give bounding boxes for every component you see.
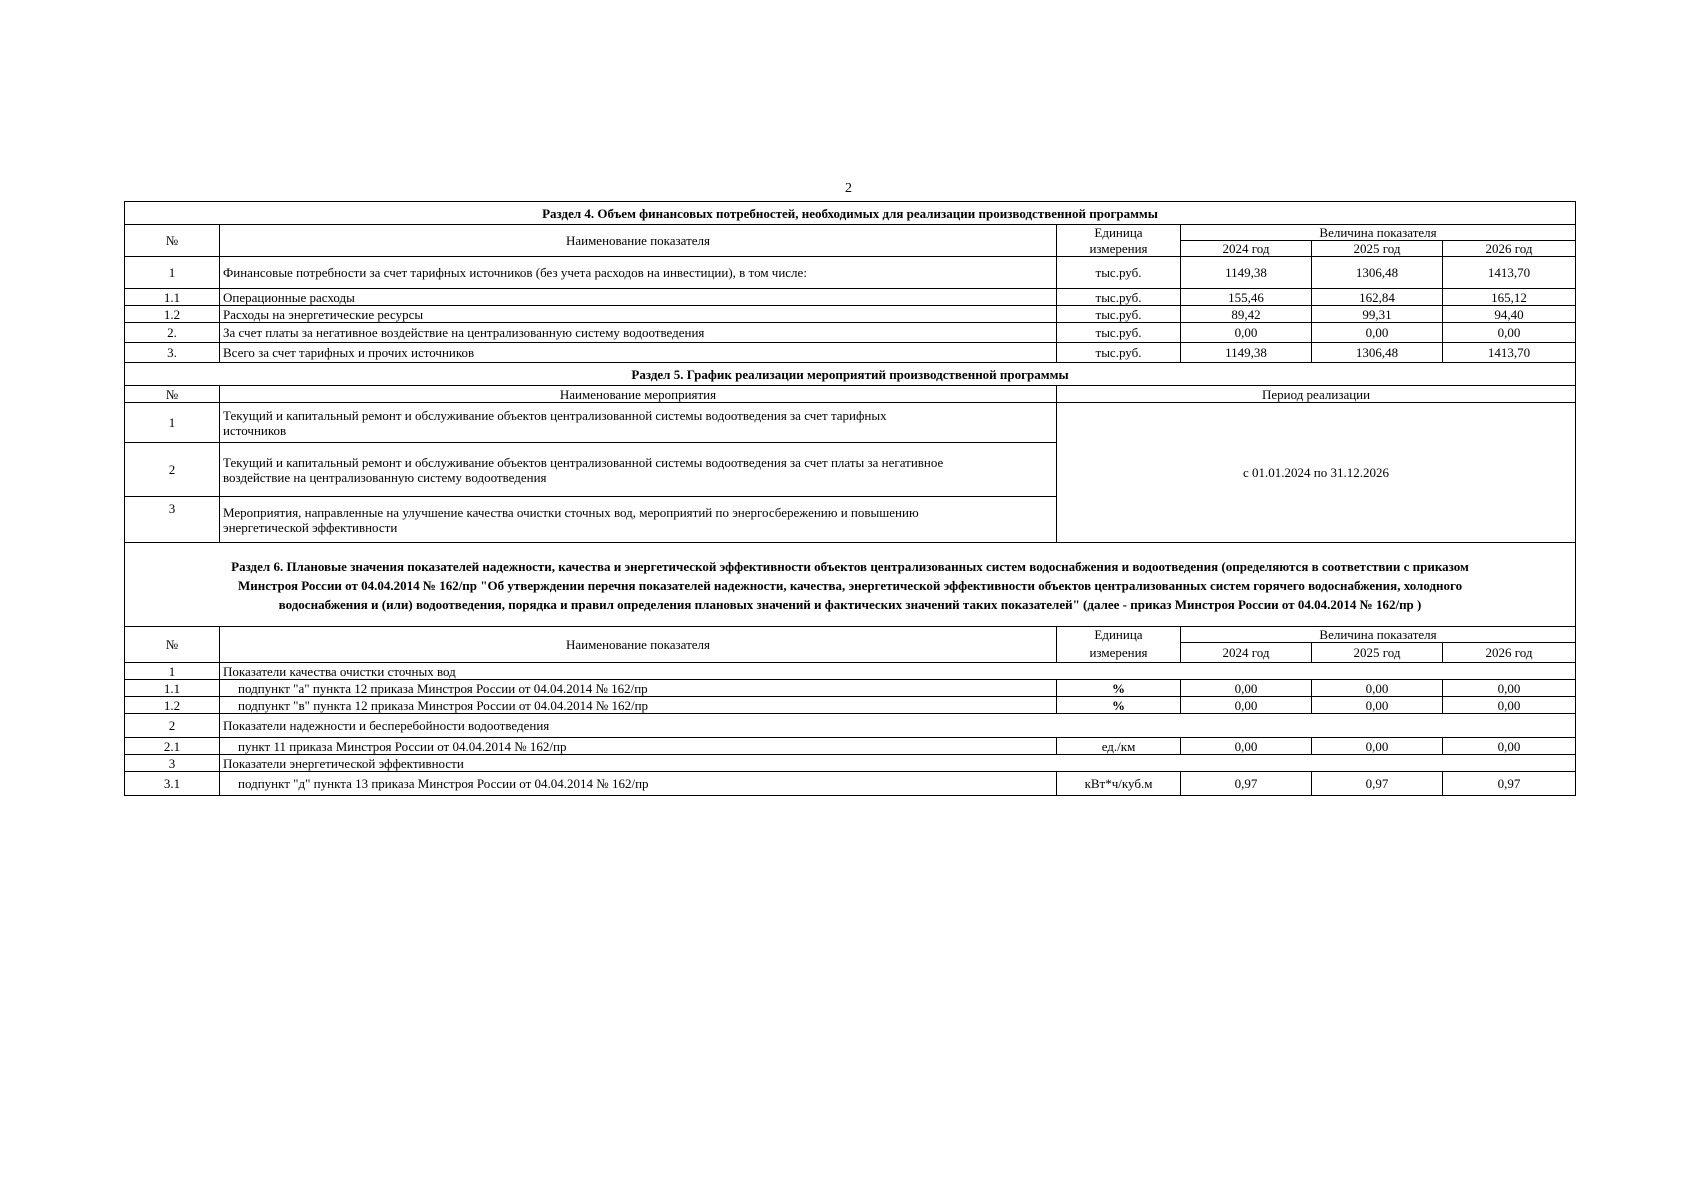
row-num: 1 xyxy=(125,403,220,443)
section6-title-row xyxy=(125,543,1576,627)
section4-header-row xyxy=(125,225,1576,241)
row-value-2024: 1149,38 xyxy=(1181,343,1312,363)
header-num: № xyxy=(125,627,220,663)
row-name: пункт 11 приказа Минстроя России от 04.04.2014 № 162/пр xyxy=(220,738,1057,755)
row-value-2024: 0,00 xyxy=(1181,697,1312,714)
header-value: Величина показателя xyxy=(1181,627,1576,643)
row-value-2026: 94,40 xyxy=(1443,306,1576,323)
row-value-2024: 1149,38 xyxy=(1181,257,1312,289)
group-num: 3 xyxy=(125,755,220,772)
row-activity xyxy=(220,403,1057,443)
row-num: 1.2 xyxy=(125,697,220,714)
row-value-2026: 0,00 xyxy=(1443,323,1576,343)
table-row xyxy=(125,680,1576,697)
row-activity-line1: Текущий и капитальный ремонт и обслуживание объектов централизованной системы водоотведения за счет тарифных xyxy=(223,407,887,423)
header-unit-line1: Единица xyxy=(1057,225,1181,241)
row-name: подпункт "д" пункта 13 приказа Минстроя России от 04.04.2014 № 162/пр xyxy=(220,772,1057,796)
header-unit-line1: Единица xyxy=(1057,627,1181,643)
table-row xyxy=(125,738,1576,755)
header-year-2026: 2026 год xyxy=(1443,241,1576,257)
row-name: Финансовые потребности за счет тарифных источников (без учета расходов на инвестиции), в том числе: xyxy=(220,257,1057,289)
table-row xyxy=(125,343,1576,363)
row-value-2024: 0,00 xyxy=(1181,738,1312,755)
row-num: 1.1 xyxy=(125,680,220,697)
row-unit: кВт*ч/куб.м xyxy=(1057,772,1181,796)
row-name: подпункт "в" пункта 12 приказа Минстроя России от 04.04.2014 № 162/пр xyxy=(220,697,1057,714)
header-activity-name: Наименование мероприятия xyxy=(220,386,1057,403)
header-name: Наименование показателя xyxy=(220,225,1057,257)
row-activity xyxy=(220,497,1057,543)
section4-title: Раздел 4. Объем финансовых потребностей, необходимых для реализации производственной программы xyxy=(125,202,1576,225)
row-value-2025: 99,31 xyxy=(1312,306,1443,323)
header-year-2025: 2025 год xyxy=(1312,241,1443,257)
row-activity-line1: Текущий и капитальный ремонт и обслуживание объектов централизованной системы водоотведения за счет платы за негативное xyxy=(223,454,944,470)
row-value-2026: 0,00 xyxy=(1443,680,1576,697)
row-value-2025: 0,00 xyxy=(1312,697,1443,714)
row-unit: тыс.руб. xyxy=(1057,289,1181,306)
header-year-2025: 2025 год xyxy=(1312,643,1443,663)
row-value-2026: 165,12 xyxy=(1443,289,1576,306)
row-activity-line2: энергетической эффективности xyxy=(223,519,398,535)
row-value-2024: 0,97 xyxy=(1181,772,1312,796)
row-value-2025: 0,00 xyxy=(1312,680,1443,697)
table-row xyxy=(125,403,1576,443)
row-num: 2 xyxy=(125,443,220,497)
row-activity-line1: Мероприятия, направленные на улучшение качества очистки сточных вод, мероприятий по энергосбережению и повышению xyxy=(223,504,919,520)
section6-header-row xyxy=(125,627,1576,643)
row-unit: ед./км xyxy=(1057,738,1181,755)
group-num: 2 xyxy=(125,714,220,738)
row-value-2024: 0,00 xyxy=(1181,680,1312,697)
row-value-2024: 89,42 xyxy=(1181,306,1312,323)
section5-title-row xyxy=(125,363,1576,386)
row-unit: % xyxy=(1057,680,1181,697)
row-value-2026: 0,00 xyxy=(1443,738,1576,755)
row-value-2024: 155,46 xyxy=(1181,289,1312,306)
row-num: 3. xyxy=(125,343,220,363)
row-num: 3 xyxy=(125,497,220,543)
row-unit: % xyxy=(1057,697,1181,714)
group-row xyxy=(125,755,1576,772)
row-name: За счет платы за негативное воздействие на централизованную систему водоотведения xyxy=(220,323,1057,343)
header-year-2026: 2026 год xyxy=(1443,643,1576,663)
group-row xyxy=(125,714,1576,738)
table-row xyxy=(125,697,1576,714)
row-value-2025: 0,97 xyxy=(1312,772,1443,796)
row-name: Операционные расходы xyxy=(220,289,1057,306)
header-year-2024: 2024 год xyxy=(1181,643,1312,663)
section6-title-line3: водоснабжения и (или) водоотведения, порядка и правил определения плановых значений и фактических значений таких показателей" (далее - приказ Минстроя России от 04.04.2014 № 162/пр ) xyxy=(278,597,1422,612)
group-name: Показатели надежности и бесперебойности водоотведения xyxy=(220,714,1576,738)
header-period: Период реализации xyxy=(1057,386,1576,403)
header-num: № xyxy=(125,225,220,257)
table-row xyxy=(125,306,1576,323)
group-num: 1 xyxy=(125,663,220,680)
row-activity-line2: источников xyxy=(223,422,287,438)
table-row xyxy=(125,323,1576,343)
row-name: Всего за счет тарифных и прочих источников xyxy=(220,343,1057,363)
row-num: 1.1 xyxy=(125,289,220,306)
row-unit: тыс.руб. xyxy=(1057,343,1181,363)
row-value-2026: 1413,70 xyxy=(1443,257,1576,289)
row-unit: тыс.руб. xyxy=(1057,306,1181,323)
row-activity-line2: воздействие на централизованную систему водоотведения xyxy=(223,469,547,485)
row-name: подпункт "а" пункта 12 приказа Минстроя России от 04.04.2014 № 162/пр xyxy=(220,680,1057,697)
section5-header-row xyxy=(125,386,1576,403)
header-value: Величина показателя xyxy=(1181,225,1576,241)
row-value-2026: 1413,70 xyxy=(1443,343,1576,363)
row-value-2025: 0,00 xyxy=(1312,323,1443,343)
section6-title xyxy=(125,543,1576,627)
row-value-2025: 162,84 xyxy=(1312,289,1443,306)
row-activity xyxy=(220,443,1057,497)
row-value-2025: 1306,48 xyxy=(1312,257,1443,289)
section5-title: Раздел 5. График реализации мероприятий производственной программы xyxy=(125,363,1576,386)
header-num: № xyxy=(125,386,220,403)
page-number: 2 xyxy=(845,181,852,196)
row-unit: тыс.руб. xyxy=(1057,323,1181,343)
group-name: Показатели энергетической эффективности xyxy=(220,755,1576,772)
section6-title-line1: Раздел 6. Плановые значения показателей надежности, качества и энергетической эффективности объектов централизованных систем водоснабжения и водоотведения (определяются в соответствии с приказом xyxy=(231,559,1469,574)
header-year-2024: 2024 год xyxy=(1181,241,1312,257)
document-table xyxy=(124,201,1576,796)
header-name: Наименование показателя xyxy=(220,627,1057,663)
header-unit-line2: измерения xyxy=(1057,241,1181,257)
row-num: 2.1 xyxy=(125,738,220,755)
row-num: 1 xyxy=(125,257,220,289)
row-unit: тыс.руб. xyxy=(1057,257,1181,289)
row-value-2024: 0,00 xyxy=(1181,323,1312,343)
section6-title-line2: Минстроя России от 04.04.2014 № 162/пр "Об утверждении перечня показателей надежности, качества, энергетической эффективности объектов централизованных систем горячего водоснабжения, холодного xyxy=(237,578,1463,593)
section4-title-row xyxy=(125,202,1576,225)
row-value-2025: 1306,48 xyxy=(1312,343,1443,363)
period-value: с 01.01.2024 по 31.12.2026 xyxy=(1057,403,1576,543)
table-row xyxy=(125,289,1576,306)
table-row xyxy=(125,772,1576,796)
row-num: 1.2 xyxy=(125,306,220,323)
group-row xyxy=(125,663,1576,680)
row-num: 2. xyxy=(125,323,220,343)
group-name: Показатели качества очистки сточных вод xyxy=(220,663,1576,680)
row-name: Расходы на энергетические ресурсы xyxy=(220,306,1057,323)
row-value-2026: 0,00 xyxy=(1443,697,1576,714)
row-num: 3.1 xyxy=(125,772,220,796)
row-value-2026: 0,97 xyxy=(1443,772,1576,796)
row-value-2025: 0,00 xyxy=(1312,738,1443,755)
table-row xyxy=(125,257,1576,289)
header-unit-line2: измерения xyxy=(1057,643,1181,663)
